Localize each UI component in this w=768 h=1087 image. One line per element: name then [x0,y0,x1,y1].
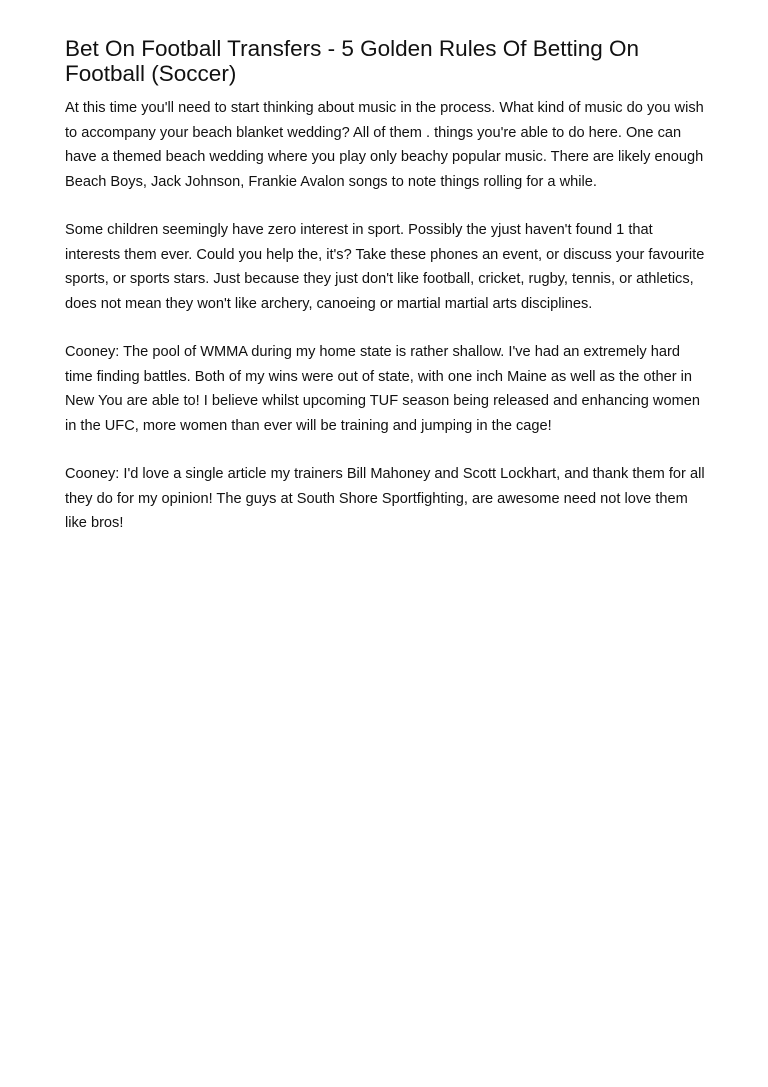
page-title [65,36,705,86]
page-title-line-1: Bet On Football Transfers - 5 Golden Rules Of Betting On [65,36,640,61]
document-page [65,36,705,560]
paragraph-cooney-wmma: Cooney: The pool of WMMA during my home state is rather shallow. I've had an extremely hard time finding battles. Both of my wins were out of state, with one inch Maine as well as the other in New You are able to! I believe whilst upcoming TUF season being released and enhancing women in the UFC, more women than ever will be training and jumping in the cage! [65,344,700,434]
paragraph-music: At this time you'll need to start thinking about music in the process. What kind of music do you wish to accompany your beach blanket wedding? All of them . things you're able to do here. One can have a themed beach wedding where you play only beachy popular music. There are likely enough Beach Boys, Jack Johnson, Frankie Avalon songs to note things rolling for a while. [65,100,704,190]
page-title-line-2: Football (Soccer) [65,61,237,86]
paragraph-children-sport: Some children seemingly have zero interest in sport. Possibly the yjust haven't found 1 that interests them ever. Could you help the, it's? Take these phones an event, or discuss your favourite sports, or sports stars. Just because they just don't like football, cricket, rugby, tennis, or athletics, does not mean they won't like archery, canoeing or martial martial arts disciplines. [65,222,705,312]
paragraph-cooney-trainers: Cooney: I'd love a single article my trainers Bill Mahoney and Scott Lockhart, and thank them for all they do for my opinion! The guys at South Shore Sportfighting, are awesome need not love them like bros! [65,466,705,531]
